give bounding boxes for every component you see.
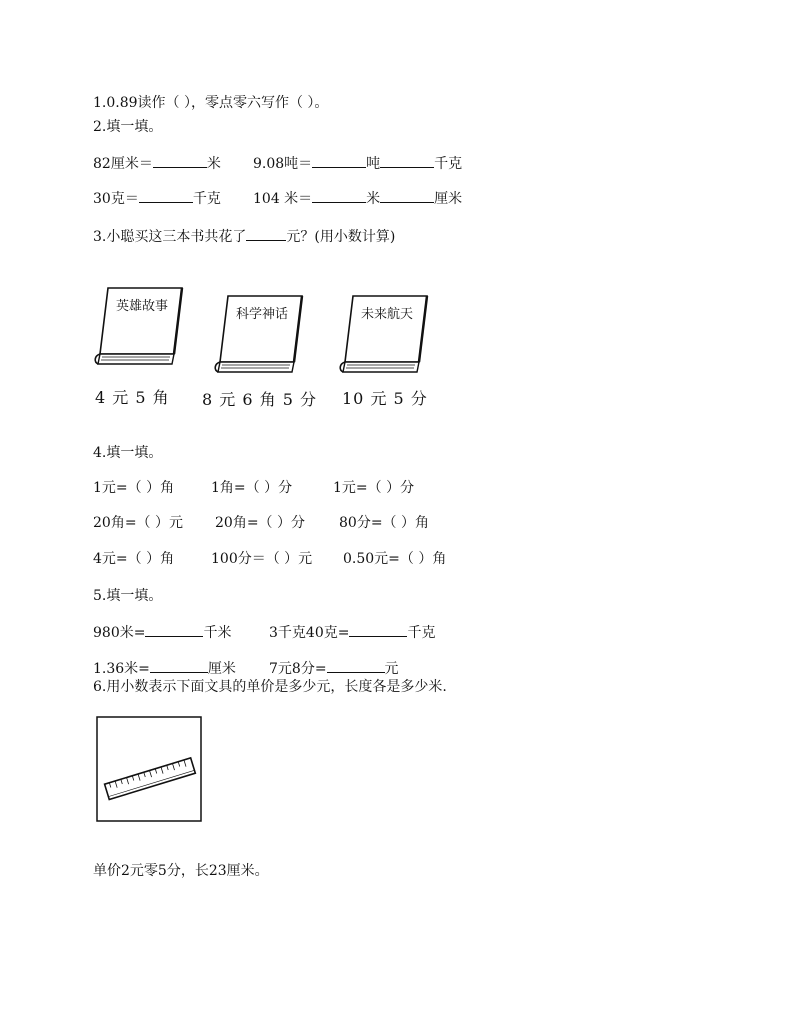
question-1-text: 1.0.89读作（ ），零点零六写作（ ）。: [93, 95, 329, 111]
q2-r1-a-unit: 米: [206, 156, 221, 172]
q5-r1-b: [269, 622, 435, 642]
q4-r1-c2: 1角=（ ）分: [211, 480, 293, 496]
answer-blank[interactable]: [246, 226, 286, 241]
q5-r2-a: [93, 658, 236, 678]
q4-r2-c1: 20角=（ ）元: [93, 515, 183, 531]
q4-r2-c3: 80分=（ ）角: [339, 515, 429, 531]
question-1: [93, 94, 328, 112]
ruler-illustration: [96, 716, 202, 822]
book-1-title: 英雄故事: [116, 299, 169, 314]
q5-row-2: [93, 658, 493, 676]
q5-r1-a-prefix: 980米=: [93, 625, 146, 641]
question-6: 6.用小数表示下面文具的单价是多少元，长度各是多少米.: [93, 679, 447, 695]
q5-r2-b-prefix: 7元8分=: [269, 661, 327, 677]
book-1: [95, 288, 182, 364]
answer-blank[interactable]: [327, 658, 385, 673]
q4-r1-c3: 1元=（ ）分: [333, 480, 415, 496]
q4-r3-c2: 100分＝（ ）元: [211, 551, 313, 567]
q2-r1-b: [253, 153, 462, 173]
answer-blank[interactable]: [380, 153, 434, 168]
q5-r2-a-unit: 厘米: [207, 661, 236, 677]
q4-row-1: [93, 479, 493, 497]
question-2-heading: 2.填一填。: [93, 119, 163, 135]
answer-blank[interactable]: [349, 622, 407, 637]
q4-r2-c2: 20角=（ ）分: [215, 515, 305, 531]
question-4-heading: 4.填一填。: [93, 445, 163, 461]
q2-r2-b: [253, 188, 462, 208]
book-3-price: 10 元 5 分: [342, 389, 428, 408]
books-illustration: [90, 282, 450, 377]
q4-row-3: [93, 550, 493, 568]
book-2-title: 科学神话: [236, 307, 289, 322]
answer-blank[interactable]: [150, 658, 208, 673]
answer-blank[interactable]: [312, 153, 366, 168]
q4-r1-c1: 1元=（ ）角: [93, 480, 175, 496]
q2-r2-b-unit2: 厘米: [434, 191, 463, 207]
q2-r2-a-prefix: 30克＝: [93, 191, 139, 207]
book-1-price: 4 元 5 角: [95, 388, 170, 407]
book-2-price: 8 元 6 角 5 分: [202, 390, 317, 409]
q3-text-after: 元？(用小数计算): [286, 229, 396, 245]
q2-r1-b-prefix: 9.08吨＝: [253, 156, 313, 172]
q5-r1-b-unit: 千克: [407, 625, 436, 641]
q2-r2-b-prefix: 104 米＝: [253, 191, 313, 207]
question-3: [93, 226, 395, 246]
answer-blank[interactable]: [380, 188, 434, 203]
book-3-title: 未来航天: [361, 307, 414, 322]
answer-blank[interactable]: [145, 622, 203, 637]
answer-blank[interactable]: [153, 153, 207, 168]
book-2: [215, 296, 302, 372]
answer-blank[interactable]: [139, 188, 193, 203]
book-3: [340, 296, 427, 372]
q2-row-2: [93, 188, 513, 206]
q4-row-2: [93, 514, 493, 532]
q3-text-before: 3.小聪买这三本书共花了: [93, 229, 247, 245]
q2-r2-b-unit1: 米: [366, 191, 381, 207]
q2-r1-a: [93, 153, 221, 173]
q5-r1-a-unit: 千米: [203, 625, 232, 641]
q2-r1-b-unit2: 千克: [434, 156, 463, 172]
q5-r1-a: [93, 622, 231, 642]
q2-r2-a-unit: 千克: [192, 191, 221, 207]
answer-blank[interactable]: [312, 188, 366, 203]
q5-r1-b-prefix: 3千克40克=: [269, 625, 350, 641]
q2-r2-a: [93, 188, 221, 208]
q2-r1-a-prefix: 82厘米＝: [93, 156, 153, 172]
q5-row-1: [93, 622, 493, 640]
q2-r1-b-unit1: 吨: [366, 156, 381, 172]
q5-r2-b-unit: 元: [384, 661, 399, 677]
question-5-heading: 5.填一填。: [93, 588, 163, 604]
q6-caption: 单价2元零5分，长23厘米。: [93, 863, 269, 879]
q4-r3-c1: 4元=（ ）角: [93, 551, 175, 567]
q5-r2-b: [269, 658, 399, 678]
q2-row-1: [93, 153, 513, 171]
q4-r3-c3: 0.50元=（ ）角: [343, 551, 447, 567]
q5-r2-a-prefix: 1.36米=: [93, 661, 150, 677]
